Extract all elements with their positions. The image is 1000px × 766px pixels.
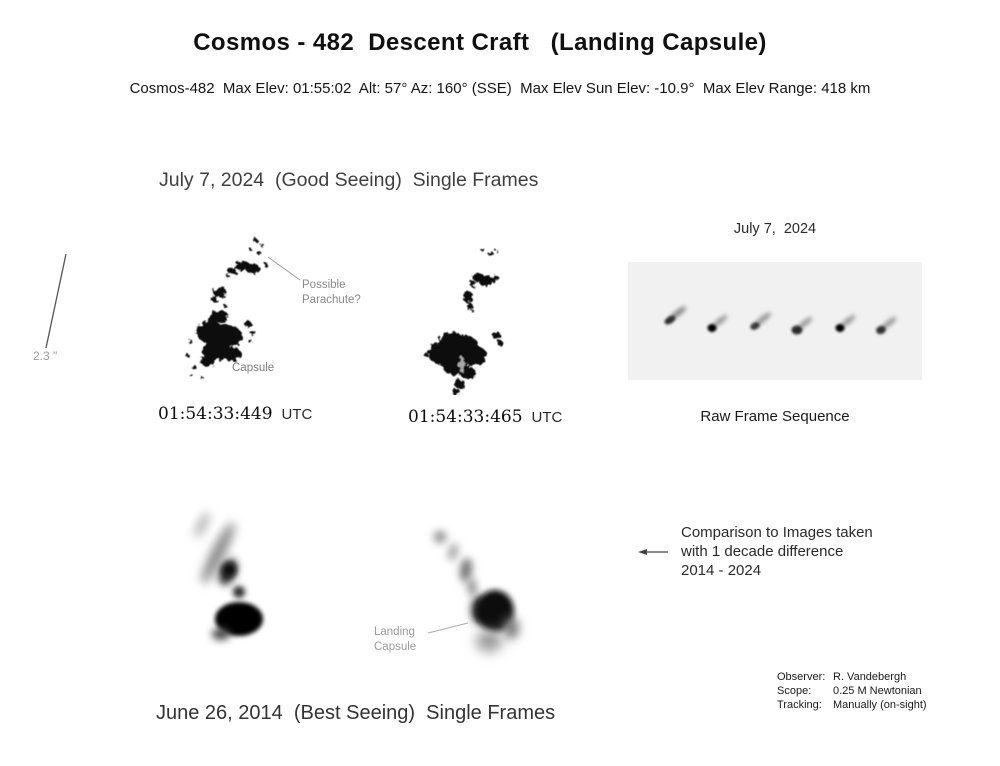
observation-stats: Cosmos-482 Max Elev: 01:55:02 Alt: 57° Az: 160° (SSE) Max Elev Sun Elev: -10.9° Max Elev Range: 418 km	[129, 80, 871, 97]
frame-2-timestamp	[408, 407, 562, 427]
frame-2-timezone: UTC	[531, 409, 563, 426]
best-seeing-heading: June 26, 2014 (Best Seeing) Single Frames	[156, 702, 556, 724]
frame-2-time-value: 01:54:33:465	[408, 407, 523, 427]
parachute-annotation-line	[262, 252, 306, 284]
credit-row-tracking	[777, 699, 927, 713]
credit-value: Manually (on-sight)	[833, 698, 927, 711]
capsule-frame-2-image	[420, 235, 565, 395]
comparison-note	[681, 523, 873, 580]
credit-row-scope	[777, 685, 927, 699]
parachute-label-line2: Parachute?	[302, 293, 361, 306]
credit-value: 0.25 M Newtonian	[833, 684, 922, 697]
credit-label: Observer:	[777, 671, 826, 683]
raw-frame-strip	[628, 262, 922, 380]
frame-1-timestamp	[158, 404, 312, 424]
comparison-note-line1: Comparison to Images taken	[681, 524, 873, 541]
angular-scale-label: 2.3 "	[33, 349, 58, 363]
landing-annotation-line	[425, 618, 475, 638]
best-seeing-frame-2-image	[420, 490, 570, 670]
frame-1-timezone: UTC	[281, 406, 313, 423]
landing-label-line2: Capsule	[374, 640, 417, 653]
parachute-label	[302, 278, 361, 307]
frame-1-time-value: 01:54:33:449	[158, 404, 273, 424]
credit-label: Scope:	[777, 684, 812, 697]
raw-sequence-heading: July 7, 2024	[733, 221, 817, 237]
page-title: Cosmos - 482 Descent Craft (Landing Capsule)	[193, 29, 767, 56]
raw-sequence-caption: Raw Frame Sequence	[700, 408, 850, 425]
best-seeing-frame-1-image	[150, 480, 320, 670]
comparison-arrow-icon	[637, 547, 671, 557]
comparison-note-line3: 2014 - 2024	[681, 562, 762, 579]
landing-capsule-label	[374, 625, 416, 654]
good-seeing-heading: July 7, 2024 (Good Seeing) Single Frames	[159, 169, 539, 191]
landing-label-line1: Landing	[374, 626, 415, 638]
capsule-label: Capsule	[232, 362, 275, 374]
parachute-label-line1: Possible	[302, 279, 346, 291]
credit-label: Tracking:	[777, 698, 822, 711]
comparison-note-line2: with 1 decade difference	[681, 543, 844, 560]
credits-block	[777, 671, 927, 712]
angular-scale-line	[40, 250, 70, 352]
credit-value: R. Vandebergh	[833, 671, 907, 683]
credit-row-observer	[777, 671, 927, 685]
raw-frame-blobs-image	[628, 262, 922, 380]
